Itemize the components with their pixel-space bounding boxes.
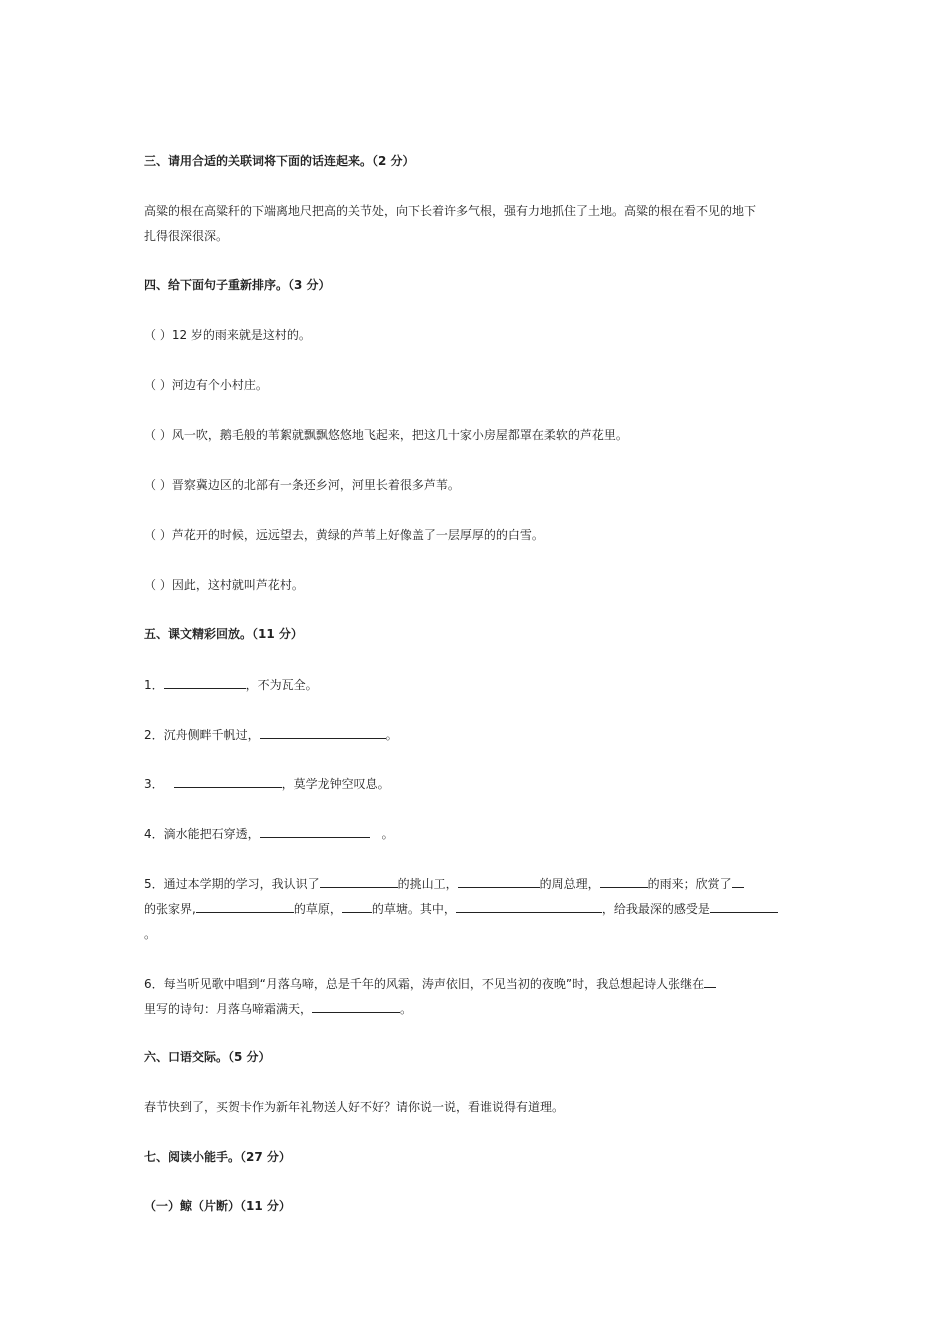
question-5-line-2 [144,900,778,917]
question-5-text: ，给我最深的感受是 [601,902,710,916]
sentence-item: （ ）芦花开的时候，远远望去，黄绿的芦苇上好像盖了一层厚厚的的白雪。 [144,528,544,542]
answer-blank[interactable] [320,875,398,888]
answer-blank[interactable] [600,875,648,888]
question-5-text: 的雨来；欣赏了 [647,877,732,891]
sentence-item: （ ）因此，这村就叫芦花村。 [144,578,304,592]
question-4-end: 。 [381,827,394,841]
question-6-text: 6．每当听见歌中唱到“月落乌啼，总是千年的风霜，涛声依旧，不见当初的夜晚”时，我总想起诗人张继在 [144,977,705,991]
answer-blank[interactable] [260,726,386,739]
section-7-heading: 七、阅读小能手。（27 分） [144,1150,291,1164]
question-5-text: 5．通过本学期的学习，我认识了 [144,877,320,891]
question-2-text: 2．沉舟侧畔千帆过， [144,728,260,742]
question-5-text: 的张家界, [144,902,196,916]
question-1-number: 1． [144,678,164,692]
answer-blank[interactable] [174,775,282,788]
question-2 [144,726,398,743]
question-3 [144,775,390,792]
section-4-heading: 四、给下面句子重新排序。（3 分） [144,278,331,292]
answer-blank[interactable] [456,900,602,913]
question-5-end: 。 [144,927,157,941]
question-1 [144,676,318,693]
question-4 [144,825,394,842]
question-6-end: 。 [400,1002,413,1016]
section-6-text: 春节快到了，买贺卡作为新年礼物送人好不好？请你说一说，看谁说得有道理。 [144,1100,565,1114]
question-5-text: 的草塘。其中， [371,902,456,916]
answer-blank[interactable] [164,676,246,689]
sentence-item: （ ）河边有个小村庄。 [144,378,268,392]
question-5-text: 的草原， [293,902,342,916]
section-7-subheading: （一）鲸（片断）（11 分） [144,1199,291,1213]
sentence-item: （ ）12 岁的雨来就是这村的。 [144,328,311,342]
question-6-line-2 [144,1000,412,1017]
answer-blank[interactable] [458,875,540,888]
answer-blank[interactable] [260,825,370,838]
question-3-number: 3． [144,777,164,791]
answer-blank[interactable] [710,900,778,913]
section-3-text-line-2: 扎得很深很深。 [144,229,229,243]
question-5-text: 的周总理， [539,877,600,891]
answer-blank[interactable] [732,875,744,888]
sentence-item: （ ）晋察冀边区的北部有一条还乡河，河里长着很多芦苇。 [144,478,460,492]
question-5-text: 的挑山工， [397,877,458,891]
section-6-heading: 六、口语交际。（5 分） [144,1050,271,1064]
answer-blank[interactable] [704,975,716,988]
answer-blank[interactable] [342,900,372,913]
answer-blank[interactable] [312,1000,400,1013]
question-1-text: ，不为瓦全。 [245,678,318,692]
section-5-heading: 五、课文精彩回放。（11 分） [144,627,303,641]
question-6-text: 里写的诗句：月落乌啼霜满天， [144,1002,313,1016]
question-4-text: 4．滴水能把石穿透， [144,827,260,841]
section-3-text-line-1: 高粱的根在高粱秆的下端离地尺把高的关节处，向下长着许多气根，强有力地抓住了土地。高粱的根在看不见的地下 [144,204,757,218]
question-5-line-1 [144,875,744,892]
question-2-end: 。 [385,728,398,742]
sentence-item: （ ）风一吹，鹅毛般的苇絮就飘飘悠悠地飞起来，把这几十家小房屋都罩在柔软的芦花里。 [144,428,628,442]
question-6-line-1 [144,975,716,992]
section-3-heading: 三、请用合适的关联词将下面的话连起来。（2 分） [144,154,415,168]
answer-blank[interactable] [196,900,294,913]
question-3-text: ，莫学龙钟空叹息。 [281,777,390,791]
